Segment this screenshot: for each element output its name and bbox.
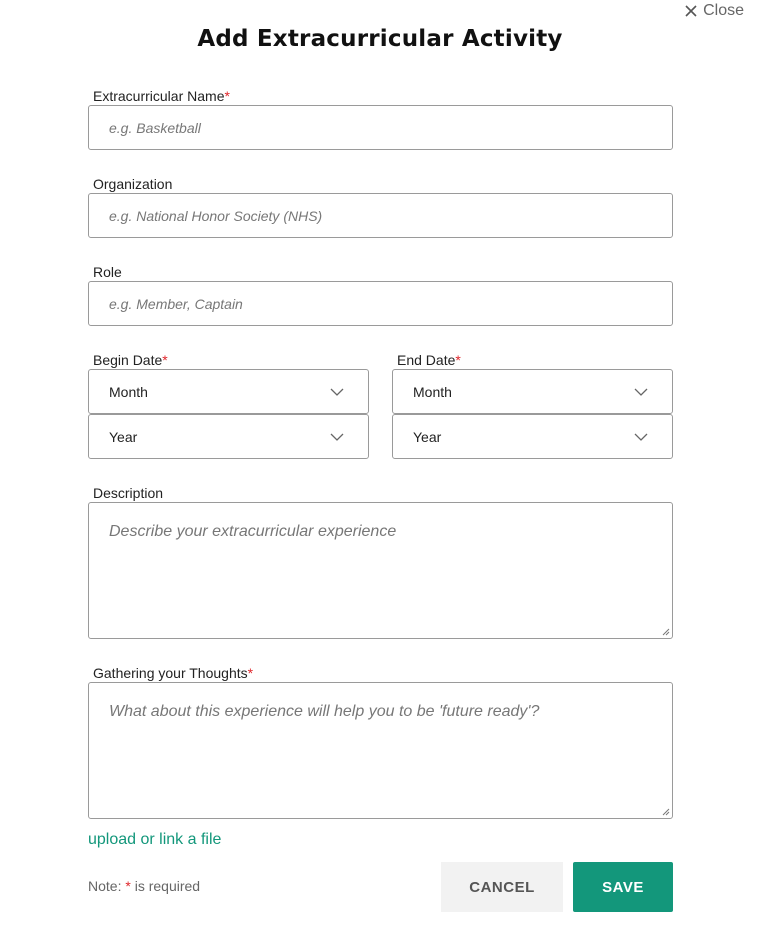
- role-label: Role: [93, 264, 122, 280]
- thoughts-label-text: Gathering your Thoughts: [93, 665, 248, 681]
- role-input[interactable]: [88, 281, 673, 326]
- begin-date-label-text: Begin Date: [93, 352, 163, 368]
- end-year-select[interactable]: [392, 414, 673, 459]
- chevron-down-icon: [634, 433, 648, 441]
- required-asterisk: *: [455, 352, 461, 368]
- organization-input[interactable]: [88, 193, 673, 238]
- name-label-text: Extracurricular Name: [93, 88, 225, 104]
- close-button[interactable]: [685, 2, 744, 20]
- modal-title: Add Extracurricular Activity: [197, 26, 563, 52]
- begin-date-label: [93, 352, 168, 368]
- note-prefix: Note:: [88, 878, 122, 894]
- cancel-button[interactable]: CANCEL: [441, 862, 563, 912]
- note-suffix: is required: [134, 878, 201, 894]
- chevron-down-icon: [330, 433, 344, 441]
- begin-month-value: Month: [109, 383, 148, 400]
- thoughts-placeholder: What about this experience will help you to be 'future ready'?: [109, 703, 540, 720]
- upload-file-link[interactable]: upload or link a file: [88, 831, 222, 848]
- required-asterisk: *: [224, 88, 230, 104]
- required-note: [88, 878, 200, 894]
- begin-month-select[interactable]: [88, 369, 369, 414]
- required-asterisk: *: [247, 665, 254, 681]
- end-month-value: Month: [413, 383, 452, 400]
- role-placeholder: e.g. Member, Captain: [109, 295, 243, 312]
- end-date-label-text: End Date: [397, 352, 456, 368]
- name-label: [93, 88, 230, 104]
- extracurricular-name-input[interactable]: [88, 105, 673, 150]
- end-year-value: Year: [413, 428, 442, 445]
- description-placeholder: Describe your extracurricular experience: [109, 523, 397, 540]
- resize-grip-icon[interactable]: [662, 808, 670, 816]
- close-icon: [685, 5, 697, 17]
- close-label: Close: [703, 2, 744, 19]
- required-asterisk: *: [162, 352, 168, 368]
- organization-placeholder: e.g. National Honor Society (NHS): [109, 207, 323, 224]
- chevron-down-icon: [634, 388, 648, 396]
- required-asterisk: *: [125, 878, 131, 894]
- organization-label: Organization: [93, 176, 173, 192]
- description-label: Description: [93, 485, 164, 501]
- end-month-select[interactable]: [392, 369, 673, 414]
- begin-year-value: Year: [109, 428, 138, 445]
- begin-year-select[interactable]: [88, 414, 369, 459]
- thoughts-textarea[interactable]: [88, 682, 673, 819]
- name-placeholder: e.g. Basketball: [109, 119, 201, 136]
- save-button[interactable]: SAVE: [573, 862, 673, 912]
- resize-grip-icon[interactable]: [662, 628, 670, 636]
- end-date-label: [397, 352, 461, 368]
- description-textarea[interactable]: [88, 502, 673, 639]
- chevron-down-icon: [330, 388, 344, 396]
- thoughts-label: [93, 665, 253, 681]
